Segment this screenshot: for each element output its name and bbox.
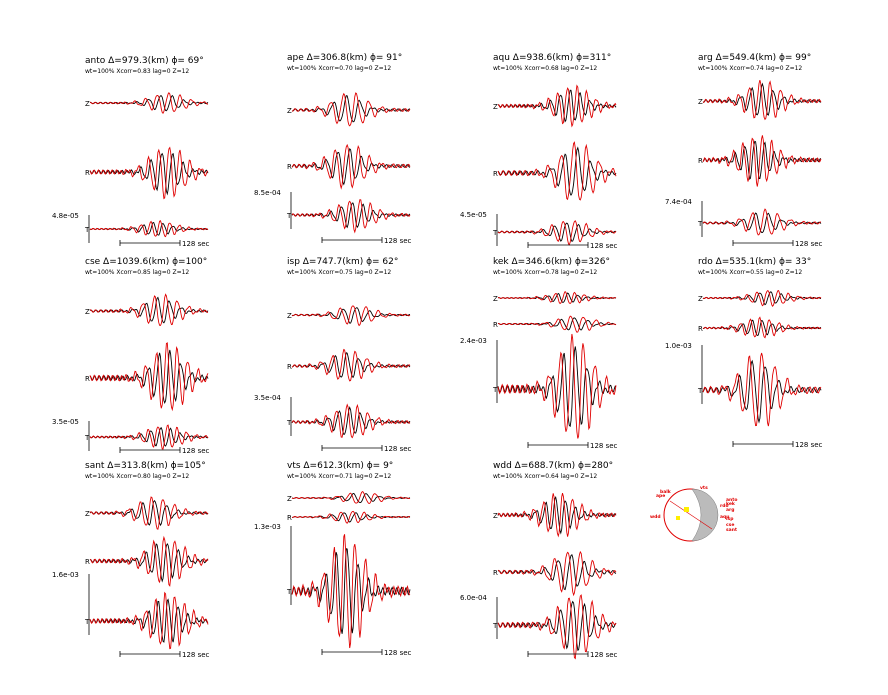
amplitude-label: 7.4e-04	[665, 198, 692, 206]
amplitude-label: 3.5e-04	[254, 394, 281, 402]
beachball-station-label: anto	[726, 498, 738, 503]
time-scale-label: 128 sec	[182, 651, 210, 659]
beachball-t-axis	[676, 516, 680, 520]
beachball-station-label: wdd	[650, 515, 661, 520]
station-subtitle: wt=100% Xcorr=0.71 lag=0 Z=12	[287, 473, 392, 480]
station-title: sant Δ=313.8(km) ϕ=105°	[85, 461, 206, 471]
time-scale-label: 128 sec	[795, 240, 823, 248]
amplitude-label: 4.5e-05	[460, 211, 487, 219]
beachball-station-label: aqu	[720, 515, 730, 520]
station-panel-arg	[665, 53, 823, 248]
station-title: kek Δ=346.6(km) ϕ=326°	[493, 257, 610, 267]
time-scale-label: 128 sec	[795, 441, 823, 449]
channel-label: Z	[85, 100, 90, 108]
station-panel-aqu	[460, 53, 618, 250]
channel-label: T	[493, 229, 498, 237]
channel-label: T	[493, 386, 498, 394]
trace-synthetic-arg-T	[703, 209, 821, 235]
station-panel-rdo	[665, 257, 823, 449]
station-panel-isp	[254, 257, 412, 453]
station-subtitle: wt=100% Xcorr=0.74 lag=0 Z=12	[698, 65, 803, 72]
trace-synthetic-cse-R	[90, 343, 208, 410]
channel-label: Z	[493, 295, 498, 303]
station-panel-cse	[52, 257, 210, 455]
station-title: rdo Δ=535.1(km) ϕ= 33°	[698, 257, 812, 267]
trace-synthetic-rdo-Z	[703, 291, 821, 307]
station-title: aqu Δ=938.6(km) ϕ=311°	[493, 53, 612, 63]
station-subtitle: wt=100% Xcorr=0.55 lag=0 Z=12	[698, 269, 803, 276]
beachball-station-label: vts	[700, 486, 708, 491]
station-title: wdd Δ=688.7(km) ϕ=280°	[493, 461, 614, 471]
channel-label: T	[698, 387, 703, 395]
station-subtitle: wt=100% Xcorr=0.75 lag=0 Z=12	[287, 269, 392, 276]
trace-data-isp-R	[292, 353, 410, 378]
trace-data-rdo-T	[703, 361, 821, 422]
beachball-station-label: rdo	[720, 504, 729, 509]
trace-synthetic-ape-T	[292, 200, 410, 232]
channel-label: R	[287, 363, 292, 371]
channel-label: Z	[85, 510, 90, 518]
amplitude-label: 3.5e-05	[52, 418, 79, 426]
channel-label: R	[493, 569, 498, 577]
station-panel-ape	[254, 53, 412, 245]
time-scale-label: 128 sec	[182, 447, 210, 455]
station-title: cse Δ=1039.6(km) ϕ=100°	[85, 257, 208, 267]
trace-data-vts-Z	[292, 494, 410, 503]
station-title: vts Δ=612.3(km) ϕ= 9°	[287, 461, 394, 471]
time-scale-label: 128 sec	[590, 651, 618, 659]
amplitude-label: 1.0e-03	[665, 342, 692, 350]
trace-synthetic-anto-T	[90, 221, 208, 237]
station-panel-anto	[52, 56, 210, 248]
channel-label: R	[698, 325, 703, 333]
trace-data-kek-T	[498, 347, 616, 427]
station-title: anto Δ=979.3(km) ϕ= 69°	[85, 56, 204, 66]
channel-label: Z	[698, 98, 703, 106]
station-panel-kek	[460, 257, 618, 450]
channel-label: Z	[287, 312, 292, 320]
station-panel-vts	[254, 461, 412, 657]
station-title: ape Δ=306.8(km) ϕ= 91°	[287, 53, 403, 63]
beachball-p-axis	[684, 507, 689, 512]
channel-label: R	[493, 321, 498, 329]
channel-label: T	[287, 212, 292, 220]
time-scale-label: 128 sec	[384, 237, 412, 245]
beachball-station-label: kek	[726, 502, 735, 507]
channel-label: Z	[85, 308, 90, 316]
channel-label: T	[287, 419, 292, 427]
channel-label: T	[85, 434, 90, 442]
station-subtitle: wt=100% Xcorr=0.70 lag=0 Z=12	[287, 65, 392, 72]
trace-synthetic-aqu-R	[498, 142, 616, 200]
trace-data-cse-Z	[90, 298, 208, 323]
channel-label: Z	[493, 103, 498, 111]
channel-label: Z	[698, 295, 703, 303]
channel-label: R	[698, 157, 703, 165]
station-panel-wdd	[460, 461, 618, 659]
channel-label: Z	[287, 495, 292, 503]
channel-label: T	[287, 588, 292, 596]
channel-label: T	[698, 220, 703, 228]
trace-data-isp-T	[292, 407, 410, 434]
trace-data-ape-Z	[292, 96, 410, 122]
station-subtitle: wt=100% Xcorr=0.78 lag=0 Z=12	[493, 269, 598, 276]
station-subtitle: wt=100% Xcorr=0.85 lag=0 Z=12	[85, 269, 190, 276]
station-subtitle: wt=100% Xcorr=0.68 lag=0 Z=12	[493, 65, 598, 72]
station-subtitle: wt=100% Xcorr=0.83 lag=0 Z=12	[85, 68, 190, 75]
channel-label: R	[493, 170, 498, 178]
trace-data-wdd-R	[498, 555, 616, 590]
station-subtitle: wt=100% Xcorr=0.64 lag=0 Z=12	[493, 473, 598, 480]
channel-label: R	[287, 514, 292, 522]
amplitude-label: 2.4e-03	[460, 337, 487, 345]
beachball	[650, 485, 738, 541]
trace-data-aqu-R	[498, 148, 616, 195]
channel-label: R	[85, 558, 90, 566]
trace-synthetic-wdd-T	[498, 595, 616, 658]
beachball-station-label: arg	[726, 508, 735, 513]
time-scale-label: 128 sec	[590, 442, 618, 450]
station-panel-sant	[52, 461, 210, 659]
amplitude-label: 1.6e-03	[52, 571, 79, 579]
channel-label: R	[287, 163, 292, 171]
time-scale-label: 128 sec	[182, 240, 210, 248]
channel-label: T	[85, 618, 90, 626]
station-title: isp Δ=747.7(km) ϕ= 62°	[287, 257, 399, 267]
station-title: arg Δ=549.4(km) ϕ= 99°	[698, 53, 812, 63]
amplitude-label: 8.5e-04	[254, 189, 281, 197]
amplitude-label: 1.3e-03	[254, 523, 281, 531]
channel-label: T	[85, 226, 90, 234]
amplitude-label: 6.0e-04	[460, 594, 487, 602]
trace-synthetic-vts-T	[292, 534, 410, 648]
beachball-station-label: balk	[660, 490, 671, 495]
beachball-station-label: cse	[726, 523, 735, 528]
station-subtitle: wt=100% Xcorr=0.80 lag=0 Z=12	[85, 473, 190, 480]
channel-label: T	[493, 622, 498, 630]
time-scale-label: 128 sec	[590, 242, 618, 250]
channel-label: R	[85, 375, 90, 383]
time-scale-label: 128 sec	[384, 445, 412, 453]
beachball-station-label: isp	[726, 517, 734, 522]
amplitude-label: 4.8e-05	[52, 212, 79, 220]
trace-synthetic-wdd-R	[498, 552, 616, 595]
time-scale-label: 128 sec	[384, 649, 412, 657]
channel-label: Z	[287, 107, 292, 115]
channel-label: R	[85, 169, 90, 177]
channel-label: Z	[493, 512, 498, 520]
trace-data-sant-R	[90, 544, 208, 581]
beachball-station-label: sant	[726, 528, 738, 533]
beachball-station-label: ape	[656, 494, 666, 499]
